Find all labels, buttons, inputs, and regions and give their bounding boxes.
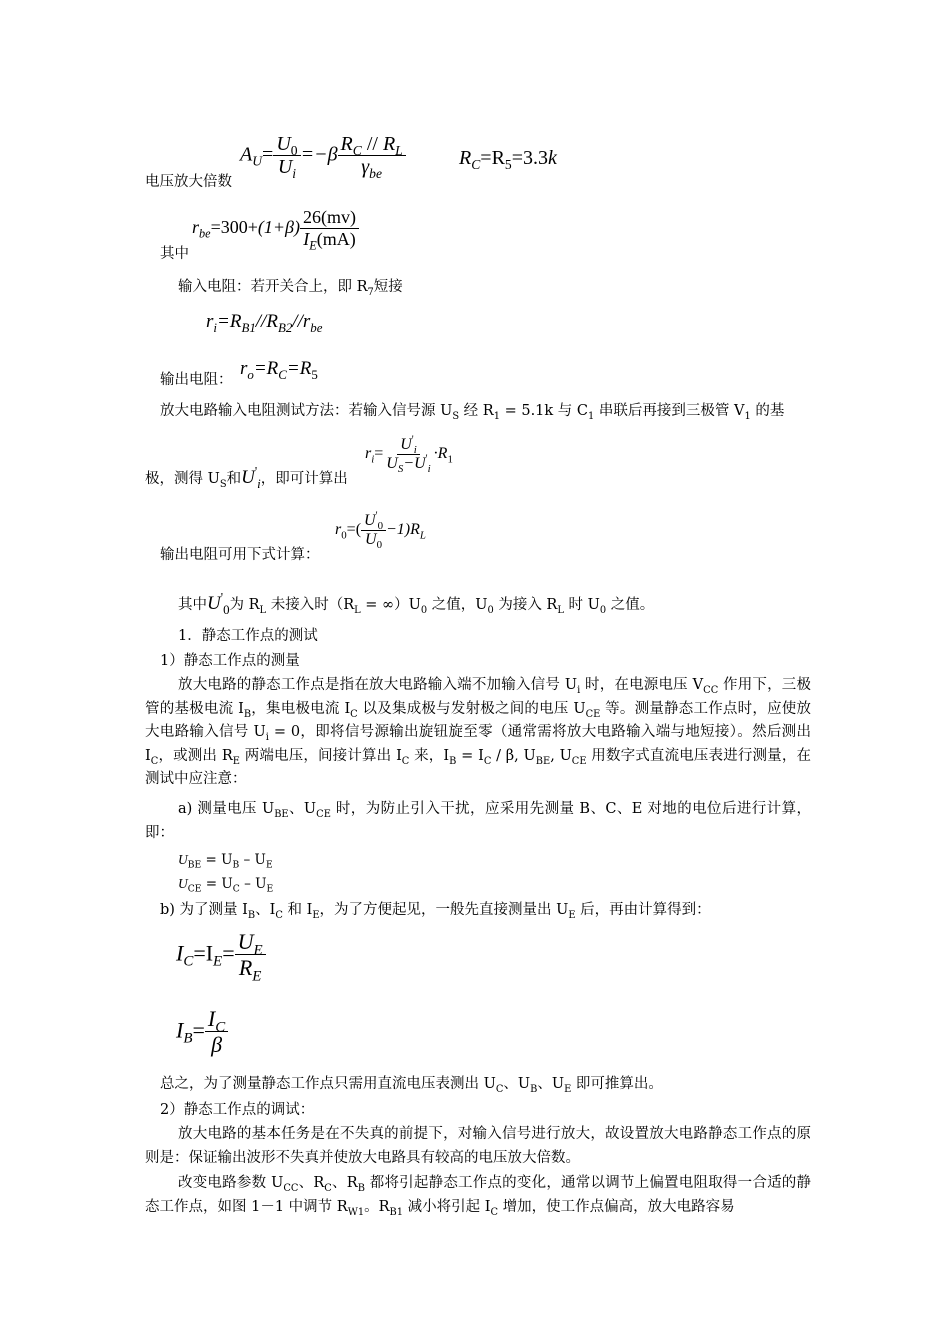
out-formula-label: 输出电阻可用下式计算： [160,547,320,563]
ri-formula: $r_i=R_{B1}//R_{B2}//r_{be}$ [206,311,323,335]
paragraph-static-point: 放大电路的静态工作点是指在放大电路输入端不加输入信号 $U_i$ 时，在电源电压 $V_{CC}$ 作用下，三极管的基极电流 $I_B$，集电极电流 $I_C$ 以及集成极与发射极之间的电压 $U_{CE}$ 等。测量静态工作点时，应使放大电路输入信号 $U_i = 0$，即将信号源输出旋钮旋至零（通常需将放大电路输入端与地短接）。然后测出 $I_C$，或测出 $R_E$ 两端电压，间接计算出 $I_C$ 来，$I_B = I_C / \beta$, $U_{BE}$, $U_{CE}$ 用数字式直流电压表进行测量，在测试中应注意： [145,677,812,787]
summary-line: 总之，为了测量静态工作点只需用直流电压表测出 $U_C$、$U_B$、$U_E$ 即可推算出。 [160,1076,663,1095]
note-b: b) 为了测量 $I_B$、$I_C$ 和 $I_E$，为了方便起见，一般先直接测量出 $U_E$ 后，再由计算得到： [160,902,711,921]
gain-formula: $A_U=$ $\frac{U_0}{U_i}$ =−β $\frac{R_C // R_L}{\gamma_{be}}$ [240,133,406,179]
subsection-heading-1-2: 2）静态工作点的调试： [160,1102,315,1118]
rbe-prefix: 其中 [160,246,189,262]
ri-measure-formula: $r_i=$ $\frac{U'_i}{U_S-U'_i}$ $\cdot R_1$ [365,433,453,475]
section-heading-1: 1．静态工作点的测试 [178,628,318,644]
ic-formula: $I_C=I_E=$ $\frac{U_E}{R_E}$ [176,930,266,980]
rc-value-formula: $R_C=R_5=3.3k$ [459,147,557,172]
rbe-formula: $r_{be}=300+(1+\beta)$ $\frac{26(mv)}{I_E(mA)}$ [192,208,359,249]
paragraph-adjustment: 改变电路参数 $U_{CC}$、$R_C$、$R_B$ 都将引起静态工作点的变化，通常以调节上偏置电阻取得一合适的静态工作点，如图 1－1 中调节 $R_{W1}$。$R_{B1}$ 减小将引起 $I_C$ 增加，使工作点偏高，放大电路容易 [145,1175,811,1218]
r0-formula: $r_0=$( $\frac{U'_0}{U_0}$ $-1)R_L$ [335,509,426,551]
ib-formula: $I_B=$ $\frac{I_C}{\beta}$ [176,1007,228,1057]
input-res-method-line: 放大电路输入电阻测试方法：若输入信号源 $U_S$ 经 $R_1 = 5.1k$ 与 $C_1$ 串联后再接到三极管 $V_1$ 的基 [160,403,785,422]
ro-formula: $r_o=R_C=R_5$ [240,358,318,382]
input-resistance-line: 输入电阻：若开关合上，即 $R_7$短接 [178,279,403,298]
paragraph-design-principle: 放大电路的基本任务是在不失真的前提下，对输入信号进行放大，故设置放大电路静态工作点的原则是：保证输出波形不失真并使放大电路具有较高的电压放大倍数。 [145,1126,811,1166]
paragraph-note-a: a) 测量电压 $U_{BE}$、$U_{CE}$ 时，为防止引入干扰，应采用先测量 B、C、E 对地的电位后进行计算，即： [145,801,811,841]
equation-uce: $U_{CE} = U_C - U_E$ [178,876,274,895]
equation-ube: $U_{BE} = U_B - U_E$ [178,852,273,871]
gain-label: 电压放大倍数 [145,174,232,190]
output-resistance-label: 输出电阻： [160,372,233,388]
where-line: 其中$U'_0$为 $R_L$ 未接入时$(R_L = \infty)U_0$ 之值，$U_0$ 为接入 $R_L$ 时 $U_0$ 之值。 [178,589,655,617]
subsection-heading-1-1: 1）静态工作点的测量 [160,653,300,669]
pole-line: 极，测得 $U_S$和$U'_i$，即可计算出 [145,463,348,491]
